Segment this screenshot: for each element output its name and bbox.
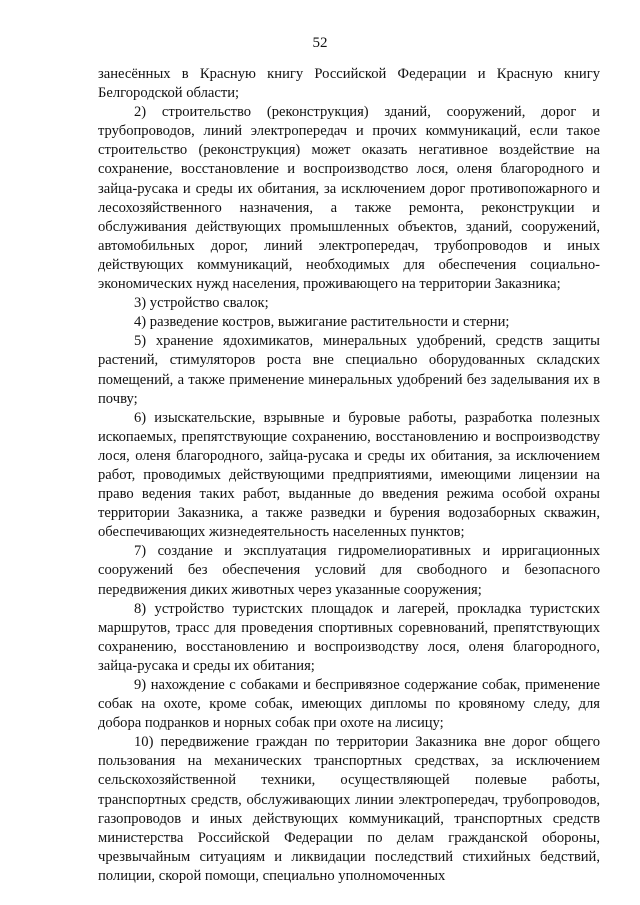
paragraph-continuation: занесённых в Красную книгу Российской Федерации и Красную книгу Белгородской области; [98, 66, 600, 102]
page-body [98, 65, 600, 886]
paragraph-item-9: 9) нахождение с собаками и беспривязное содержание собак, применение собак на охоте, кроме собак, имеющих дипломы по кровяному следу, для добора подранков и норных собак при охоте на лисицу; [98, 677, 600, 732]
paragraph-item-5: 5) хранение ядохимикатов, минеральных удобрений, средств защиты растений, стимуляторов роста вне специально оборудованных складских помещений, а также применение минеральных удобрений без заделывания их в почву; [98, 333, 600, 407]
page-number: 52 [312, 35, 328, 51]
paragraph-item-8: 8) устройство туристских площадок и лагерей, прокладка туристских маршрутов, трасс для проведения спортивных соревнований, препятствующих сохранению, восстановлению и воспроизводству лося, оленя благородного, зайца-русака и среды их обитания; [98, 600, 600, 674]
paragraph-item-6: 6) изыскательские, взрывные и буровые работы, разработка полезных ископаемых, препятствующие сохранению, восстановлению и воспроизводству лося, оленя благородного, зайца-русака и среды их обитания, за исключением работ, проводимых действующими предприятиями, имеющими лицензии на право ведения таких работ, выданные до введения режима особой охраны территории Заказника, а также разведки и бурения водозаборных скважин, обеспечивающих жизнедеятельность населенных пунктов; [98, 409, 600, 541]
paragraph-item-10: 10) передвижение граждан по территории Заказника вне дорог общего пользования на механических транспортных средствах, за исключением сельскохозяйственной техники, осуществляющей полевые работы, транспортных средств, обслуживающих линии электропередач, трубопроводов, газопроводов и иных действующих коммуникаций, транспортных средств министерства Российской Федерации по делам гражданской обороны, чрезвычайным ситуациям и ликвидации последствий стихийных бедствий, полиции, скорой помощи, специально уполномоченных [98, 734, 600, 884]
paragraph-item-3: 3) устройство свалок; [134, 295, 269, 312]
paragraph-item-2: 2) строительство (реконструкция) зданий, сооружений, дорог и трубопроводов, линий электропередач и прочих коммуникаций, если такое строительство (реконструкция) может оказать негативное воздействие на сохранение, восстановление и воспроизводство лося, оленя благородного и зайца-русака и среды их обитания, за исключением дорог противопожарного и лесохозяйственного назначения, а также ремонта, реконструкции и обслуживания действующих промышленных объектов, зданий, сооружений, автомобильных дорог, линий электропередач, трубопроводов и иных действующих коммуникаций, необходимых для обеспечения социально-экономических нужд населения, проживающего на территории Заказника; [98, 104, 600, 293]
paragraph-item-4: 4) разведение костров, выжигание растительности и стерни; [134, 314, 510, 331]
paragraph-item-7: 7) создание и эксплуатация гидромелиоративных и ирригационных сооружений без обеспечения условий для свободного и безопасного передвижения диких животных через указанные сооружения; [98, 543, 600, 598]
